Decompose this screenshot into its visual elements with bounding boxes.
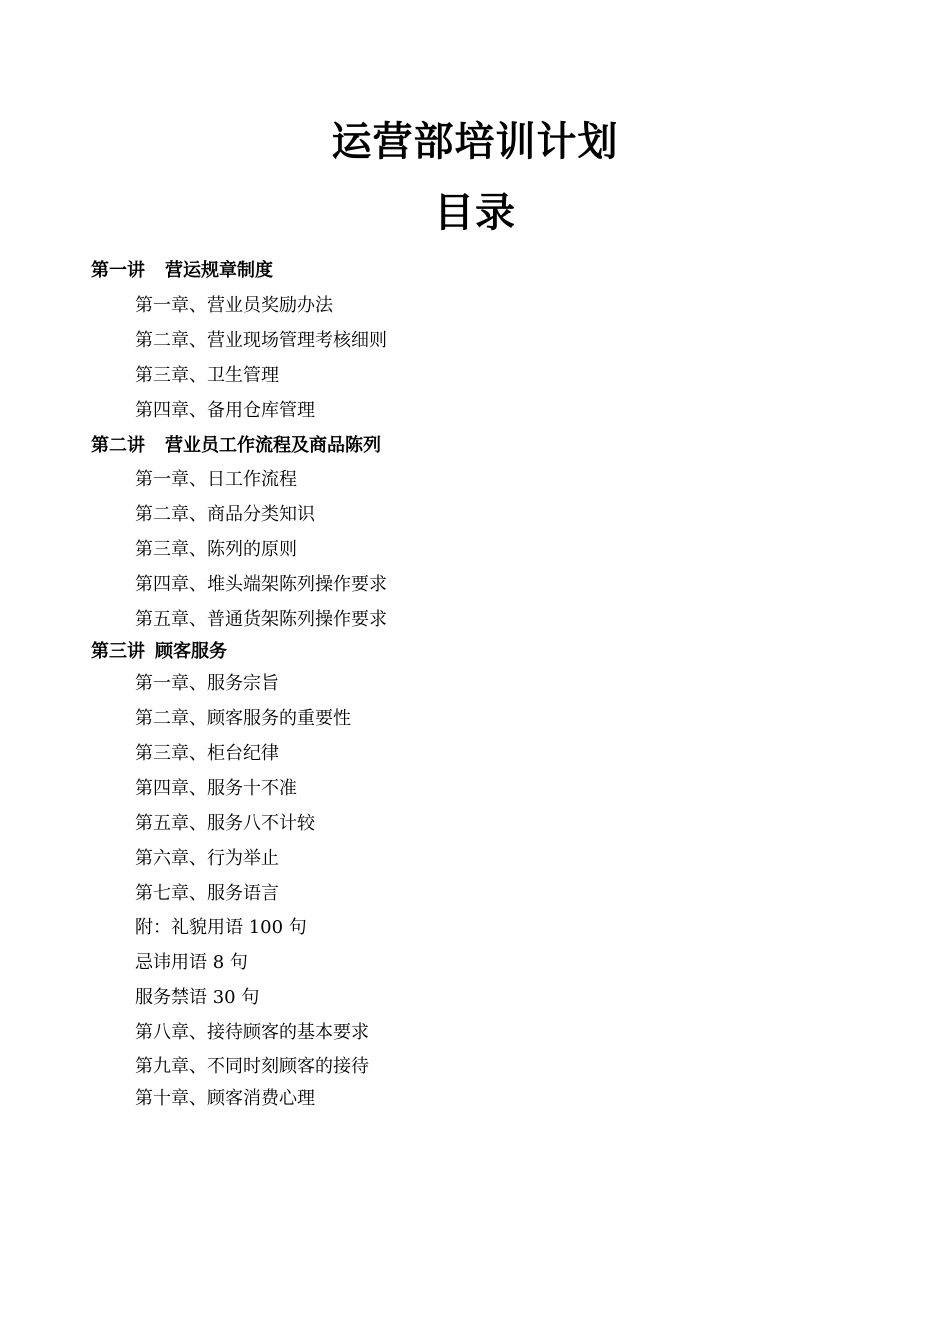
lecture-heading <box>91 262 273 280</box>
toc-chapter-entry: 第二章、商品分类知识 <box>135 504 315 525</box>
toc-appendix-entry: 忌讳用语 8 句 <box>135 952 248 973</box>
toc-chapter-entry: 第一章、服务宗旨 <box>135 673 279 694</box>
toc-chapter-entry: 第四章、备用仓库管理 <box>135 400 315 421</box>
toc-chapter-entry: 第二章、顾客服务的重要性 <box>135 708 351 729</box>
toc-chapter-entry: 第六章、行为举止 <box>135 848 279 869</box>
toc-chapter-entry: 第十章、顾客消费心理 <box>135 1088 315 1109</box>
toc-chapter-entry: 第三章、卫生管理 <box>135 365 279 386</box>
lecture-name: 顾客服务 <box>155 641 227 662</box>
toc-chapter-entry: 第一章、营业员奖励办法 <box>135 295 333 316</box>
toc-chapter-entry: 第一章、日工作流程 <box>135 469 297 490</box>
lecture-number: 第三讲 <box>91 641 145 662</box>
lecture-number: 第二讲 <box>91 435 145 456</box>
toc-chapter-entry: 第八章、接待顾客的基本要求 <box>135 1022 369 1043</box>
lecture-name: 营运规章制度 <box>165 260 273 281</box>
document-title: 运营部培训计划 <box>331 118 619 165</box>
toc-chapter-entry: 第三章、柜台纪律 <box>135 743 279 764</box>
toc-chapter-entry: 第三章、陈列的原则 <box>135 539 297 560</box>
toc-heading: 目录 <box>434 189 516 236</box>
toc-chapter-entry: 第九章、不同时刻顾客的接待 <box>135 1056 369 1077</box>
toc-appendix-entry: 服务禁语 30 句 <box>135 987 260 1008</box>
lecture-heading <box>91 643 227 661</box>
lecture-heading <box>91 437 381 455</box>
toc-chapter-entry: 第五章、普通货架陈列操作要求 <box>135 609 387 630</box>
toc-appendix-entry: 附：礼貌用语 100 句 <box>135 917 307 938</box>
lecture-number: 第一讲 <box>91 260 145 281</box>
toc-chapter-entry: 第四章、堆头端架陈列操作要求 <box>135 574 387 595</box>
toc-chapter-entry: 第四章、服务十不准 <box>135 778 297 799</box>
lecture-name: 营业员工作流程及商品陈列 <box>165 435 381 456</box>
toc-chapter-entry: 第七章、服务语言 <box>135 883 279 904</box>
toc-chapter-entry: 第二章、营业现场管理考核细则 <box>135 330 387 351</box>
toc-chapter-entry: 第五章、服务八不计较 <box>135 813 315 834</box>
